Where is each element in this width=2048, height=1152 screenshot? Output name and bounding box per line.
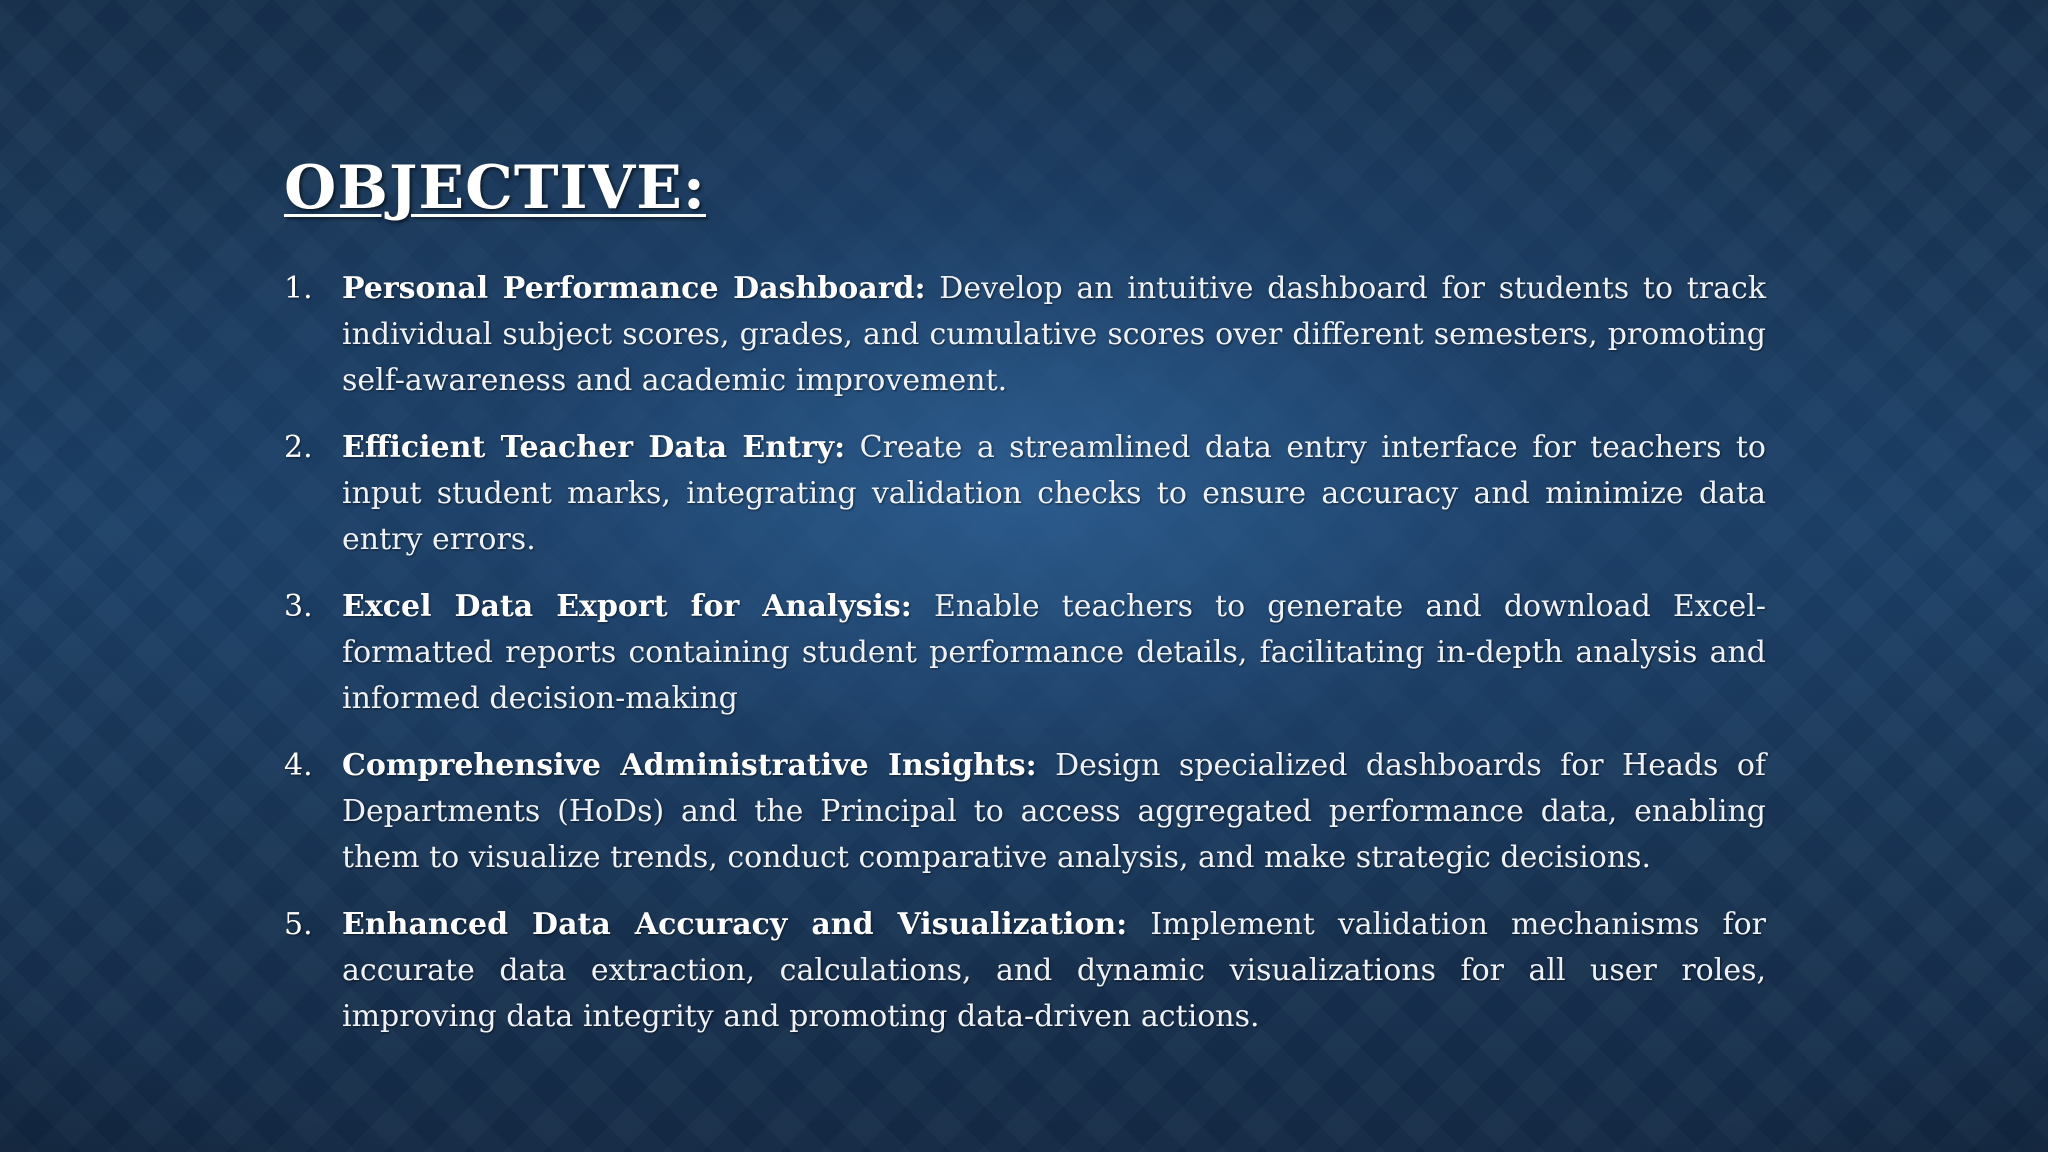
item-body xyxy=(342,743,1766,881)
item-heading: Enhanced Data Accuracy and Visualization: xyxy=(342,907,1128,942)
item-body xyxy=(342,425,1766,563)
item-heading: Efficient Teacher Data Entry: xyxy=(342,430,846,465)
item-number: 4. xyxy=(284,748,313,783)
item-body xyxy=(342,266,1766,404)
item-number: 3. xyxy=(284,589,313,624)
objective-list xyxy=(284,266,1766,1061)
list-item xyxy=(284,425,1766,563)
item-text: Enable teachers to generate and download Excel-formatted reports containing student performance details, facilitating in-depth analysis and informed decision-making xyxy=(342,589,1766,716)
item-heading: Comprehensive Administrative Insights: xyxy=(342,748,1037,783)
item-text: Create a streamlined data entry interface for teachers to input student marks, integrating validation checks to ensure accuracy and minimize data entry errors. xyxy=(342,430,1766,557)
item-number: 1. xyxy=(284,271,313,306)
slide-title: OBJECTIVE: xyxy=(284,153,707,223)
list-item xyxy=(284,584,1766,722)
item-text: Design specialized dashboards for Heads of Departments (HoDs) and the Principal to access aggregated performance data, enabling them to visualize trends, conduct comparative analysis, and make strategic decisions. xyxy=(342,748,1766,875)
list-item xyxy=(284,743,1766,881)
item-heading: Excel Data Export for Analysis: xyxy=(342,589,912,624)
item-body xyxy=(342,584,1766,722)
item-text: Implement validation mechanisms for accurate data extraction, calculations, and dynamic visualizations for all user roles, improving data integrity and promoting data-driven actions. xyxy=(342,907,1766,1034)
list-item xyxy=(284,266,1766,404)
item-number: 2. xyxy=(284,430,313,465)
item-heading: Personal Performance Dashboard: xyxy=(342,271,926,306)
item-text: Develop an intuitive dashboard for students to track individual subject scores, grades, and cumulative scores over different semesters, promoting self-awareness and academic improvement. xyxy=(342,271,1767,398)
item-number: 5. xyxy=(284,907,313,942)
item-body xyxy=(342,902,1766,1040)
list-item xyxy=(284,902,1766,1040)
